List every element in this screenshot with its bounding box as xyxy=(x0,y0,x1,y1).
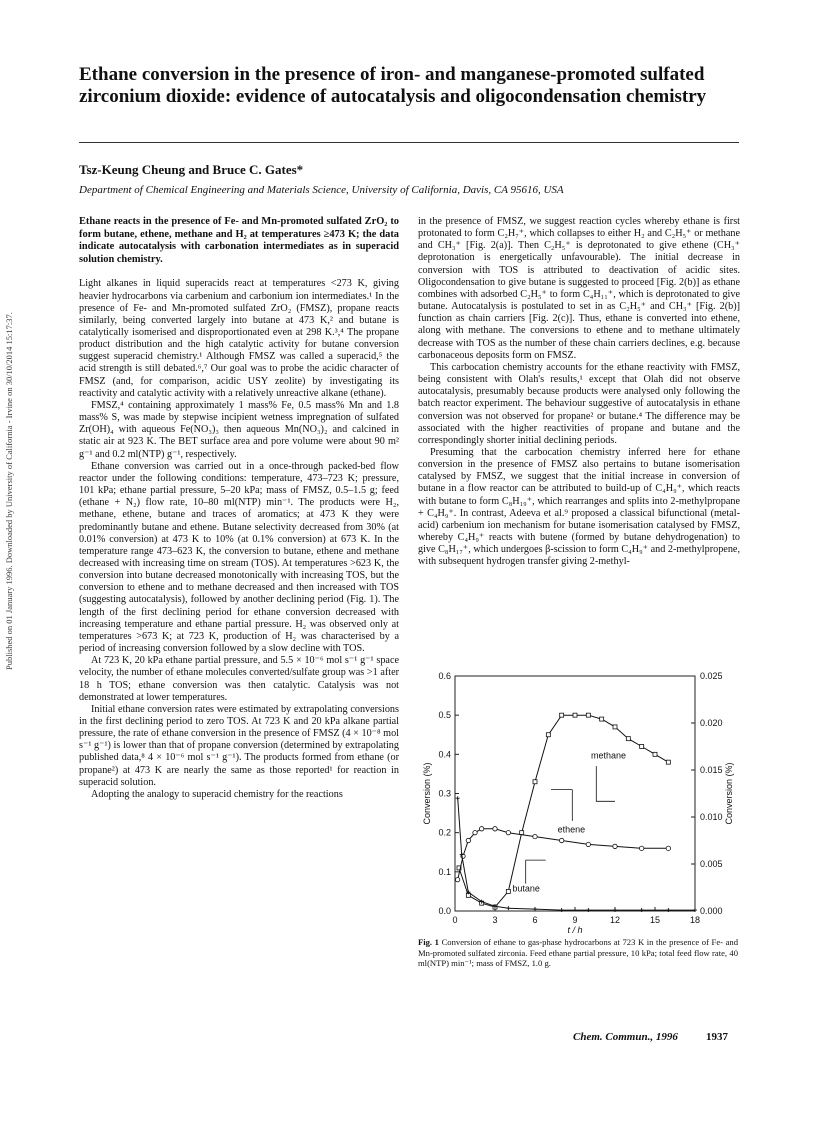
paragraph: in the presence of FMSZ, we suggest reaction cycles whereby ethane is first protonated to form C₂H₇⁺, which collapses to either H₂ and C₂H₅⁺ or methane and CH₃⁺ [Fig. 2(a)]. Then C₂H₅⁺ is deprotonated to give ethene (CH₃⁺ deprotonation is energetically unfavourable). The initial decrease in conversion with TOS is attributed to deactivation of acidic sites. Oligocondensation to give butane is suggested to proceed [Fig. 2(b)] as ethane combines with adsorbed C₂H₅⁺ to form C₄H₁₁⁺, which is deprotonated to give butane. Autocatalysis is postulated to set in as C₂H₅⁺ and CH₃⁺ [Fig. 2(b)] function as chain carriers [Fig. 2(c)]. Thus, ethane is converted into ethene, along with methane. The conversions to ethene and to methane ultimately decrease with TOS as the number of these chain carriers declines, e.g. because carbonaceous deposits form on FMSZ. xyxy=(418,216,740,361)
data-point-methane xyxy=(626,737,630,741)
data-point-methane xyxy=(560,713,564,717)
conversion-chart xyxy=(418,652,740,934)
x-tick-label: 3 xyxy=(492,915,498,925)
data-point-methane xyxy=(666,760,670,764)
data-point-methane xyxy=(546,733,550,737)
data-point-methane xyxy=(586,713,590,717)
series-line-methane xyxy=(459,715,668,907)
x-tick-label: 18 xyxy=(689,915,701,925)
data-point-methane xyxy=(653,752,657,756)
paragraph: Light alkanes in liquid superacids react at temperatures <273 K, giving heavier hydrocarbons via carbenium and carbonium ion intermediates.¹ In the presence of Fe- and Mn-promoted sulfated ZrO₂ (FMSZ), propane reacts similarly, being converted largely into butane at 473 K,² and butane is catalytically isomerised and disproportionated even at 298 K.³,⁴ The propane product distribution and the high catalytic activity for butane conversion suggest superacid chemistry.¹ Although FMSZ was called a superacid,⁵ the acid strength is still debated.⁶,⁷ Our goal was to probe the acidic character of FMSZ (and, for comparison, acidic USY zeolite) by investigating its reactivity and catalytic activity with a relatively unreactive alkane (ethane). xyxy=(79,278,399,399)
paragraph: This carbocation chemistry accounts for the ethane reactivity with FMSZ, being consistent with Olah's results,¹ except that Olah did not observe autocatalysis, presumably because products were analysed only following the batch reactor experiment. The behaviour suggestive of autocatalysis in ethane conversion was not observed for propane² or butane.⁴ The difference may be associated with the higher reactivities of propane and butane and the correspondingly shorter initial declining periods. xyxy=(418,361,740,446)
data-point-methane xyxy=(640,745,644,749)
author-list: Tsz-Keung Cheung and Bruce C. Gates* xyxy=(79,162,304,177)
data-point-ethene xyxy=(493,827,497,831)
data-point-ethene xyxy=(586,842,590,846)
data-point-ethene xyxy=(559,838,563,842)
figure-1 xyxy=(418,652,740,942)
download-watermark: Published on 01 January 1996. Downloaded by University of California - Irvine on 30/10/2014 15:17:37. xyxy=(4,312,14,670)
data-point-ethene xyxy=(455,877,459,881)
annotation-butane: butane xyxy=(512,883,540,894)
y-left-tick-label: 0.2 xyxy=(438,827,451,838)
y-right-tick-label: 0.010 xyxy=(700,812,723,822)
journal-citation: Chem. Commun., 1996 xyxy=(573,1031,678,1043)
data-point-ethene xyxy=(613,844,617,848)
data-point-ethene xyxy=(533,834,537,838)
abstract: Ethane reacts in the presence of Fe- and Mn-promoted sulfated ZrO₂ to form butane, ethene, methane and H₂ at temperatures ≥473 K; the data indicate autocatalysis with carbonation intermediates as in superacid solution chemistry. xyxy=(79,216,399,265)
x-tick-label: 6 xyxy=(532,915,538,925)
x-tick-label: 0 xyxy=(452,915,458,925)
series-line-butane xyxy=(458,798,695,910)
data-point-butane xyxy=(506,906,510,910)
data-point-butane xyxy=(456,796,460,800)
paragraph: Initial ethane conversion rates were estimated by extrapolating conversions in the first declining period to zero TOS. At 723 K and 20 kPa alkane partial pressure, the rate of ethane conversion in the presence of FMSZ (4 × 10⁻⁸ mol s⁻¹ g⁻¹) is lower than that of propane conversion (determined by extrapolating published data,⁸ 4 × 10⁻⁶ mol s⁻¹ g⁻¹). The products formed from ethane (or propane²) at 473 K are nearly the same as those reported¹ for reaction in superacid solution. xyxy=(79,703,399,788)
right-column xyxy=(418,216,740,569)
paragraph: Presuming that the carbocation chemistry inferred here for ethane conversion in the presence of FMSZ also pertains to butane isomerisation catalysed by FMSZ, we suggest that the initial increase in conversion of butane in a flow reactor can be attributed to build-up of C₄H₉⁺, which reacts with butane to form C₈H₁₉⁺, which rearranges and splits into 2-methylpropane + C₄H₉⁺. In contrast, Adeeva et al.⁹ proposed a classical bifunctional (metal-acid) carbenium ion mechanism for butane isomerisation catalysed by FMSZ, whereby C₄H₉⁺ reacts with butene (formed by butane dehydrogenation) to give C₈H₁₇⁺, which undergoes β-scission to form C₄H₉⁺ and 2-methylpropene, with subsequent hydrogen transfer giving 2-methyl- xyxy=(418,446,740,568)
paragraph: Ethane conversion was carried out in a once-through packed-bed flow reactor under the following conditions: temperature, 473–723 K; pressure, 101 kPa; ethane partial pressure, 5–20 kPa; mass of FMSZ, 0.5–1.5 g; feed (ethane + N₂) flow rate, 10–80 ml(NTP) min⁻¹. The products were H₂, methane, ethene, butane and traces of aromatics; at 473 K they were predominantly butane and ethene. Butane selectivity decreased from 30% (at 0.01% conversion) at 473 K to 10% (at 0.1% conversion) at 673 K. In the temperature range 473–623 K, the conversion to butane, ethene and methane decreased with increasing time on stream (TOS). At temperatures >623 K, the conversion into butane decreased monotonically with increasing TOS, but the conversion to ethene and to methane decreased and then increased with TOS (suggesting autocatalysis), followed by another declining period (Fig. 1). The length of the first declining period for ethane conversion decreased with increasing temperature and ethane partial pressure. H₂ was observed only at temperatures >673 K; at 723 K, production of H₂ was characterised by a period of increasing conversion followed by a slow decline with TOS. xyxy=(79,460,399,655)
y-left-tick-label: 0.6 xyxy=(438,671,451,681)
y-left-axis-label: Conversion (%) xyxy=(422,762,432,825)
data-point-ethene xyxy=(666,846,670,850)
annotation-methane: methane xyxy=(591,750,627,761)
y-right-tick-label: 0.015 xyxy=(700,765,723,775)
caption-label: Fig. 1 xyxy=(418,937,439,947)
data-point-methane xyxy=(613,725,617,729)
y-left-tick-label: 0.1 xyxy=(438,866,451,877)
plot-frame xyxy=(455,676,695,911)
y-left-tick-label: 0.3 xyxy=(438,788,451,799)
annotation-ethene: ethene xyxy=(557,824,586,835)
paragraph: At 723 K, 20 kPa ethane partial pressure, and 5.5 × 10⁻⁶ mol s⁻¹ g⁻¹ space velocity, the number of ethane molecules converted/sulfate group was >1 after 18 h TOS; ethane conversion was then catalytic. Catalysis was not demonstrated at lower temperatures. xyxy=(79,655,399,703)
y-right-tick-label: 0.020 xyxy=(700,718,723,728)
series-line-ethene xyxy=(458,829,669,880)
data-point-ethene xyxy=(479,827,483,831)
data-point-ethene xyxy=(466,838,470,842)
x-tick-label: 15 xyxy=(649,915,661,925)
paragraph: FMSZ,⁴ containing approximately 1 mass% Fe, 0.5 mass% Mn and 1.8 mass% S, was made by stepwise incipient wetness impregnation of sulfated Zr(OH)₄ with aqueous Fe(NO₃)₃ then aqueous Mn(NO₃)₂ and calcined in static air at 923 K. The BET surface area and pore volume were about 90 m² g⁻¹ and 0.2 ml(NTP) g⁻¹, respectively. xyxy=(79,399,399,460)
page-number: 1937 xyxy=(706,1031,728,1043)
paragraph: Adopting the analogy to superacid chemistry for the reactions xyxy=(91,788,343,800)
figure-caption xyxy=(418,937,738,969)
y-left-tick-label: 0.0 xyxy=(438,906,451,916)
annotation-leader-methane xyxy=(596,766,615,801)
y-left-tick-label: 0.4 xyxy=(438,749,451,760)
data-point-ethene xyxy=(473,830,477,834)
data-point-methane xyxy=(573,713,577,717)
y-right-tick-label: 0.000 xyxy=(700,906,723,916)
data-point-methane xyxy=(533,780,537,784)
x-tick-label: 9 xyxy=(572,915,578,925)
x-tick-label: 12 xyxy=(609,915,621,925)
x-axis-label: t / h xyxy=(567,925,583,934)
left-column xyxy=(79,216,399,801)
y-right-tick-label: 0.005 xyxy=(700,859,723,869)
author-affiliation: Department of Chemical Engineering and Materials Science, University of California, Davis, CA 95616, USA xyxy=(79,184,564,196)
data-point-ethene xyxy=(639,846,643,850)
article-title: Ethane conversion in the presence of iron- and manganese-promoted sulfated zirconium dioxide: evidence of autocatalysis and oligocondensation chemistry xyxy=(79,64,707,107)
title-rule xyxy=(79,142,739,143)
data-point-methane xyxy=(506,889,510,893)
data-point-methane xyxy=(600,717,604,721)
data-point-ethene xyxy=(506,830,510,834)
y-right-tick-label: 0.025 xyxy=(700,671,723,681)
caption-text: Conversion of ethane to gas-phase hydrocarbons at 723 K in the presence of Fe- and Mn-promoted sulfated zirconia. Feed ethane partial pressure, 10 kPa; total feed flow rate, 40 ml(NTP) min⁻¹; mass of FMSZ, 1.0 g. xyxy=(418,937,739,969)
y-right-axis-label: Conversion (%) xyxy=(724,762,734,825)
y-left-tick-label: 0.5 xyxy=(438,710,451,721)
